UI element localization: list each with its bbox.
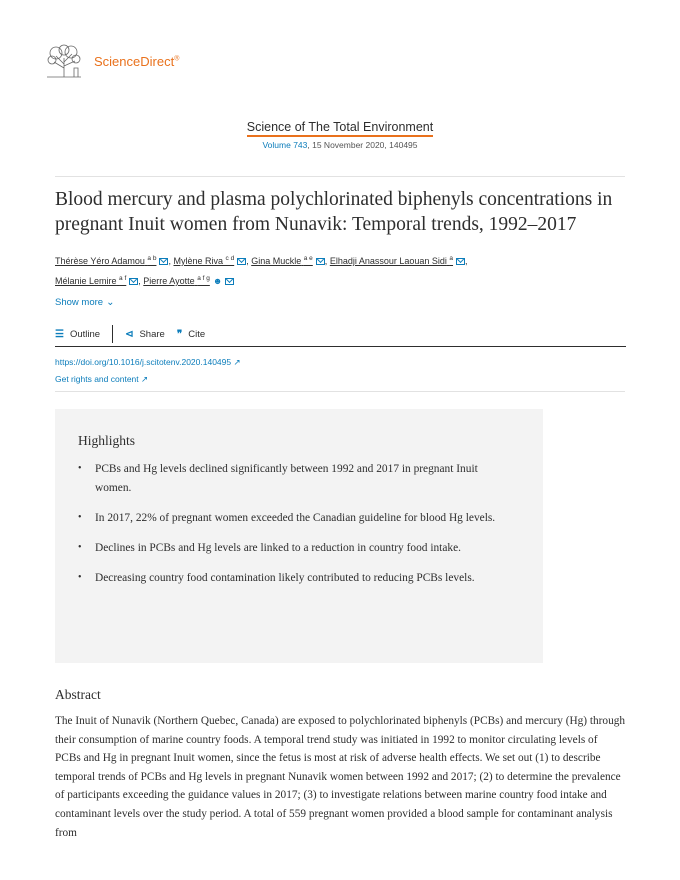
list-icon: ☰ [55,328,64,340]
highlight-item: • PCBs and Hg levels declined significantly between 1992 and 2017 in pregnant Inuit women. [78,460,503,497]
highlight-item: • Declines in PCBs and Hg levels are linked to a reduction in country food intake. [78,539,503,558]
highlight-item: • Decreasing country food contamination likely contributed to reducing PCBs levels. [78,569,503,588]
share-button[interactable] [125,329,165,340]
quote-icon: ❞ [176,328,183,340]
email-icon[interactable] [159,258,168,265]
toolbar-separator [112,325,113,343]
email-icon[interactable] [316,258,325,265]
abstract-text: The Inuit of Nunavik (Northern Quebec, Canada) are exposed to polychlorinated biphenyls (PCBs) and mercury (Hg) through their consumption of marine country foods. A temporal trend study was initiated in 1992 to monitor circulating levels of PCBs and Hg in pregnant Inuit women, since the fetus is most at risk of adverse health effects. We set out (1) to describe temporal trends of PCBs and Hg levels in pregnant Nunavik women between 1992 and 2017; (2) to determine the prevalence of participants exceeding the guidance values in 2017; (3) to investigate relations between marine country food intake and contaminant levels over the study period. A total of 559 pregnant women provided a blood sample for contaminant analysis from [55,715,626,839]
volume-link[interactable]: Volume 743 [262,140,308,150]
author-link[interactable]: Elhadji Anassour Laouan Sidi $^a$ [329,255,454,266]
author-link[interactable]: Gina Muckle $^{a e}$ [251,255,313,266]
abstract-heading: Abstract [55,687,101,702]
share-icon: ⊲ [125,328,134,340]
article-links [55,354,241,388]
doi-link[interactable]: https://doi.org/10.1016/j.scitotenv.2020.140495 ↗ [55,357,241,367]
external-link-icon: ↗ [141,374,149,384]
sciencedirect-logo[interactable] [44,44,179,78]
rights-link[interactable]: Get rights and content ↗ [55,374,149,384]
elsevier-tree-icon [44,44,84,78]
email-icon[interactable] [237,258,246,265]
article-title: Blood mercury and plasma polychlorinated biphenyls concentrations in pregnant Inuit women from Nunavik: Temporal trends, 1992–2017 [55,189,613,235]
outline-button[interactable] [55,329,100,340]
highlight-item: • In 2017, 22% of pregnant women exceeded the Canadian guideline for blood Hg levels. [78,509,503,528]
show-more-label: Show more [55,297,104,308]
highlights-list [78,460,520,587]
divider [55,391,625,392]
sciencedirect-wordmark: ScienceDirect® [94,53,180,69]
article-toolbar [55,322,626,347]
journal-title-link[interactable]: Science of The Total Environment [247,120,433,137]
person-icon[interactable]: ☻ [212,276,223,286]
outline-label: Outline [69,328,101,340]
show-more-button[interactable] [55,297,114,308]
author-link[interactable]: Mylène Riva $^{c d}$ [173,255,235,266]
divider [55,176,625,177]
email-icon[interactable] [225,278,234,285]
author-list: Thérèse Yéro Adamou $^{a b}$ , Mylène Riva $^{c d}$ , Gina Muckle $^{a e}$ , Elhadji Anassour Laouan Sidi $^a$ , Mélanie Lemire $^{a f}$ , Pierre Ayotte $^{a f g}$ ☻ [55,250,630,290]
journal-issue-info [0,140,680,150]
highlights-box [55,409,543,663]
external-link-icon: ↗ [233,357,241,367]
highlights-heading: Highlights [78,433,136,448]
author-link[interactable]: Thérèse Yéro Adamou $^{a b}$ [55,255,157,266]
author-link[interactable]: Pierre Ayotte $^{a f g}$ [143,275,210,286]
issue-date: , 15 November 2020, 140495 [307,140,418,150]
author-link[interactable]: Mélanie Lemire $^{a f}$ [55,275,127,286]
email-icon[interactable] [129,278,138,285]
journal-header [0,118,680,150]
cite-label: Cite [188,328,206,340]
share-label: Share [139,328,165,340]
email-icon[interactable] [456,258,465,265]
chevron-down-icon: ⌄ [106,297,115,308]
cite-button[interactable] [177,329,205,340]
